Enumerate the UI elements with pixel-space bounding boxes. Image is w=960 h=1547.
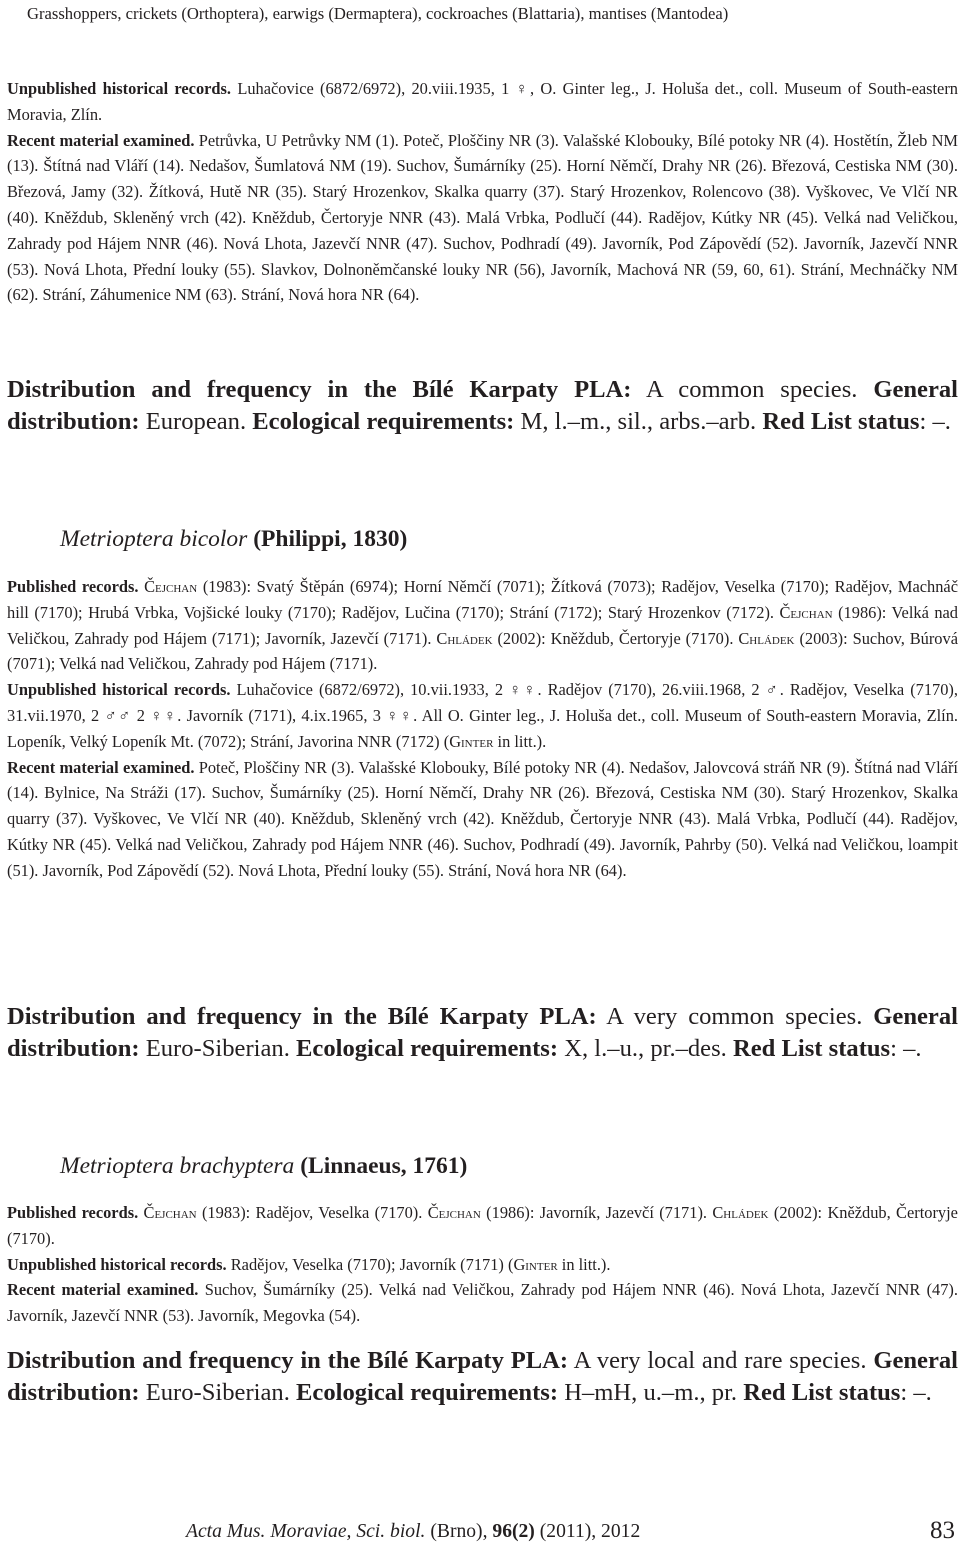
unpublished-label: Unpublished historical records.	[7, 680, 231, 700]
general-distribution-label: General distribution:	[7, 1347, 958, 1407]
recent-text: Petrůvka, U Petrůvky NM (1). Poteč, Ploščiny NR (3). Valašské Klobouky, Bílé potoky NR (4). Hostětín, Žleb NM (13). Štítná nad Vláří (14). Nedašov, Šumlatová NM (19). Suchov, Šumárníky (25). Horní Němčí, Drahy NR (26). Březová, Cestiska NM (30). Březová, Jamy (32). Žítková, Hutě NR (35). Starý Hrozenkov, Skalka quarry (37). Starý Hrozenkov, Rolencovo (38). Vyškovec, Ve Vlčí NR (40). Kněždub, Skleněný vrch (42). Kněždub, Čertoryje NNR (43). Malá Vrbka, Podlučí (44). Radějov, Kútky NR (45). Velká nad Veličkou, Zahrady pod Hájem NNR (46). Nová Lhota, Jazevčí NNR (47). Suchov, Podhradí (49). Javorník, Pod Zápovědí (52). Javorník, Jazevčí NNR (53). Nová Lhota, Přední louky (55). Slavkov, Dolnoněmčanské louky NR (56), Javorník, Machová NR (59, 60, 61). Strání, Mechnáčky NM (62). Strání, Záhumenice NM (63). Strání, Nová hora NR (64).	[7, 130, 958, 305]
species-author: (Philippi, 1830)	[253, 526, 408, 552]
author-cejchan: Čejchan	[427, 1203, 481, 1222]
unpublished-text: Luhačovice (6872/6972), 20.viii.1935, 1 ♀, O. Ginter leg., J. Holuša det., coll. Museum of South-eastern Moravia, Zlín.	[7, 79, 958, 124]
brachyptera-distribution	[7, 1345, 958, 1410]
species-title-brachyptera	[60, 1153, 467, 1180]
ecological-label: Ecological requirements:	[252, 408, 515, 436]
species-title-bicolor	[60, 526, 407, 553]
published-text-2: (1986): Velká nad Veličkou, Zahrady pod Hájem (7171); Javorník, Jazevčí (7171).	[7, 602, 958, 648]
unpublished-label: Unpublished historical records.	[7, 79, 232, 98]
journal-years: (2011), 2012	[539, 1521, 641, 1542]
unpublished-end: in litt.).	[493, 731, 547, 751]
running-title: Grasshoppers, crickets (Orthoptera), earwigs (Dermaptera), cockroaches (Blattaria), mantises (Mantodea)	[27, 4, 729, 23]
bicolor-records	[7, 574, 958, 884]
species-name: Metrioptera bicolor	[60, 526, 248, 552]
journal-volume: 96(2)	[492, 1521, 535, 1542]
author-chladek: Chládek	[712, 1203, 769, 1222]
distribution-label: Distribution and frequency in the Bílé Karpaty PLA:	[7, 1003, 597, 1030]
recent-text: Poteč, Ploščiny NR (3). Valašské Klobouky, Bílé potoky NR (4). Nedašov, Jalovcová stráň NR (9). Štítná nad Vláří (14). Bylnice, Na Stráži (17). Suchov, Šumárníky (25). Horní Němčí, Drahy NR (26). Březová, Cestiska NM (30). Starý Hrozenkov, Skalka quarry (37). Vyškovec, Ve Vlčí NR (40). Kněždub, Skleněný vrch (42). Kněždub, Čertoryje NNR (43). Malá Vrbka, Podlučí (44). Radějov, Kútky NR (45). Velká nad Veličkou, Zahrady pod Hájem NNR (46). Suchov, Podhradí (49). Javorník, Pahrby (50). Velká nad Veličkou, loampit (51). Javorník, Pod Zápovědí (52). Nová Lhota, Přední louky (55). Strání, Nová hora NR (64).	[7, 757, 958, 880]
recent-label: Recent material examined.	[7, 757, 195, 777]
general-distribution-text: European.	[145, 408, 247, 436]
red-list-text: : –.	[900, 1379, 932, 1407]
published-text-3: (2002): Kněždub, Čertoryje (7170).	[7, 1203, 958, 1248]
species-name: Metrioptera brachyptera	[60, 1153, 295, 1179]
general-distribution-label: General distribution:	[7, 1003, 958, 1063]
top-records	[7, 76, 958, 308]
published-text-1: (1983): Svatý Štěpán (6974); Horní Němčí (7071); Žítková (7073); Radějov, Veselka (7170); Radějov, Machnáč hill (7170); Hrubá Vrbka, Vojšické louky (7170); Radějov, Lučina (7170); Strání (7172); Starý Hrozenkov (7172).	[7, 577, 958, 622]
recent-label: Recent material examined.	[7, 130, 195, 150]
unpublished-text: Radějov, Veselka (7170); Javorník (7171) (	[230, 1254, 514, 1274]
ecological-text: X, l.–u., pr.–des.	[564, 1035, 727, 1063]
unpublished-text: Luhačovice (6872/6972), 10.vii.1933, 2 ♀♀. Radějov (7170), 26.viii.1968, 2 ♂. Radějov, Veselka (7170), 31.vii.1970, 2 ♂♂ 2 ♀♀. Javorník (7171), 4.ix.1965, 3 ♀♀. All O. Ginter leg., J. Holuša det., coll. Museum of South-eastern Moravia, Zlín. Lopeník, Velký Lopeník Mt. (7072); Strání, Javorina NNR (7172) (	[7, 680, 958, 751]
author-cejchan: Čejchan	[779, 602, 833, 622]
distribution-text: A very local and rare species.	[573, 1347, 867, 1374]
journal-name: Acta Mus. Moraviae, Sci. biol.	[186, 1521, 426, 1542]
red-list-label: Red List status	[762, 408, 920, 436]
top-distribution	[7, 374, 958, 439]
author-chladek: Chládek	[738, 628, 795, 648]
general-distribution-text: Euro-Siberian.	[145, 1379, 290, 1407]
ecological-label: Ecological requirements:	[296, 1035, 559, 1063]
author-ginter: Ginter	[513, 1254, 558, 1274]
journal-footer	[186, 1521, 640, 1543]
published-text-1: (1983): Radějov, Veselka (7170).	[201, 1203, 423, 1222]
red-list-label: Red List status	[732, 1035, 891, 1063]
brachyptera-records	[7, 1200, 958, 1329]
recent-text: Suchov, Šumárníky (25). Velká nad Veličkou, Zahrady pod Hájem NNR (46). Nová Lhota, Jazevčí NNR (47). Javorník, Jazevčí NNR (53). Javorník, Megovka (54).	[7, 1280, 958, 1326]
published-text-2: (1986): Javorník, Jazevčí (7171).	[486, 1203, 708, 1222]
published-label: Published records.	[7, 577, 139, 596]
author-cejchan: Čejchan	[144, 577, 198, 596]
red-list-label: Red List status	[743, 1379, 901, 1407]
published-text-4: (2003): Suchov, Búrová (7071); Velká nad Veličkou, Zahrady pod Hájem (7171).	[7, 628, 958, 674]
author-chladek: Chládek	[436, 628, 493, 648]
author-cejchan: Čejchan	[143, 1203, 197, 1222]
general-distribution-text: Euro-Siberian.	[145, 1035, 290, 1063]
unpublished-label: Unpublished historical records.	[7, 1254, 227, 1274]
published-text-3: (2002): Kněždub, Čertoryje (7170).	[497, 628, 734, 648]
ecological-text: M, l.–m., sil., arbs.–arb.	[520, 408, 757, 436]
author-ginter: Ginter	[449, 731, 494, 751]
species-author: (Linnaeus, 1761)	[300, 1153, 468, 1179]
bicolor-distribution	[7, 1001, 958, 1066]
distribution-text: A very common species.	[606, 1003, 863, 1030]
red-list-text: : –.	[890, 1035, 922, 1063]
page-number: 83	[930, 1517, 955, 1544]
ecological-label: Ecological requirements:	[296, 1379, 559, 1407]
distribution-label: Distribution and frequency in the Bílé Karpaty PLA:	[7, 1347, 569, 1374]
red-list-text: : –.	[919, 408, 951, 436]
distribution-text: A common species.	[646, 376, 858, 403]
distribution-label: Distribution and frequency in the Bílé Karpaty PLA:	[7, 376, 632, 403]
unpublished-end: in litt.).	[557, 1254, 611, 1274]
journal-place: (Brno),	[430, 1521, 488, 1542]
general-distribution-label: General distribution:	[7, 376, 958, 436]
recent-label: Recent material examined.	[7, 1280, 199, 1300]
published-label: Published records.	[7, 1203, 139, 1222]
ecological-text: H–mH, u.–m., pr.	[564, 1379, 738, 1407]
